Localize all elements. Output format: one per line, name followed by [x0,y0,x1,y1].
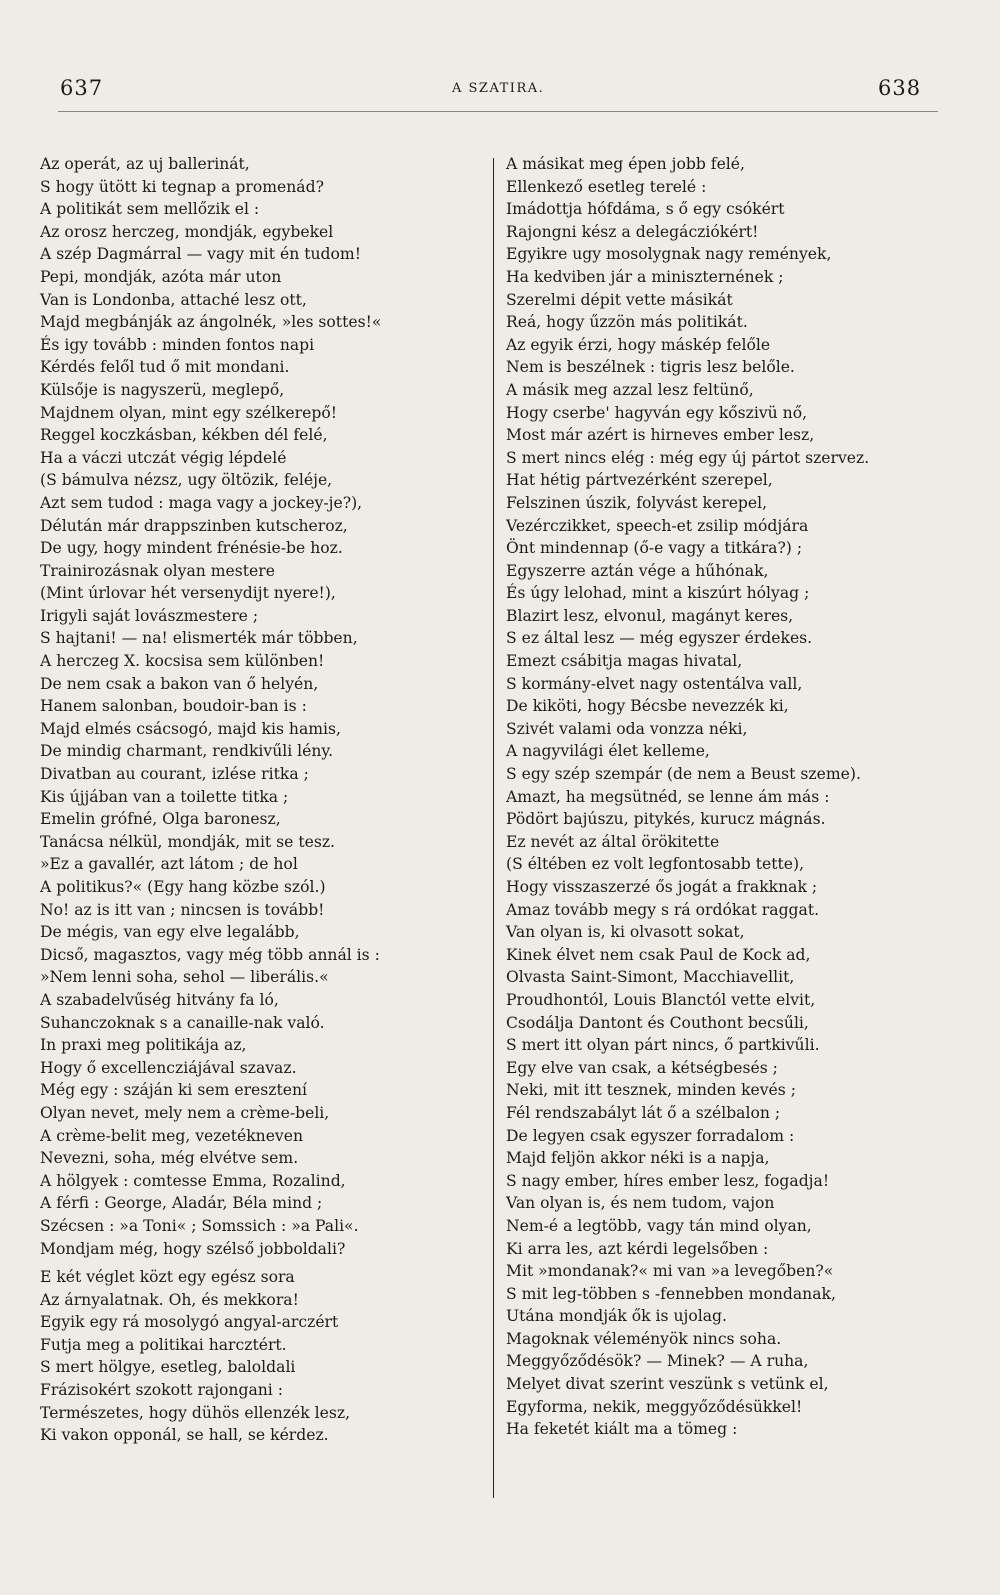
verse-line: Van olyan is, ki olvasott sokat, [506,923,745,942]
verse-line: Egyszerre aztán vége a hűhónak, [506,561,769,580]
verse-line: Egyik egy rá mosolygó angyal-arczért [40,1313,339,1332]
verse-line: A férfi : George, Aladár, Béla mind ; [40,1194,323,1213]
verse-line: Mit »mondanak?« mi van »a levegőben?« [506,1262,834,1281]
verse-line: Egyikre ugy mosolygnak nagy remények, [506,245,832,264]
verse-line: Van is Londonba, attaché lesz ott, [40,290,307,309]
verse-line: Az egyik érzi, hogy máskép felőle [506,335,771,354]
verse-line: Majdnem olyan, mint egy szélkerepő! [40,403,337,422]
verse-line: Amazt, ha megsütnéd, se lenne ám más : [506,787,830,806]
verse-line: Nem is beszélnek : tigris lesz belőle. [506,358,795,377]
verse-line: (S bámulva nézsz, ugy öltözik, feléje, [40,471,333,490]
verse-line: Ki vakon opponál, se hall, se kérdez. [40,1426,329,1445]
verse-line: A nagyvilági élet kelleme, [506,742,710,761]
verse-line: Majd feljön akkor néki is a napja, [506,1149,770,1168]
verse-line: Ez nevét az által örökitette [506,832,720,851]
verse-line: In praxi meg politikája az, [40,1036,247,1055]
verse-line: S mert itt olyan párt nincs, ő partkivűli. [506,1036,820,1055]
verse-line: Szécsen : »a Toni« ; Somssich : »a Pali«. [40,1216,359,1235]
verse-line: Irigyli saját lovászmestere ; [40,606,259,625]
verse-line: Kis újjában van a toilette titka ; [40,787,289,806]
verse-line: Még egy : száján ki sem eresztení [40,1081,307,1100]
verse-line: Az operát, az uj ballerinát, [40,155,250,173]
verse-line: Azt sem tudod : maga vagy a jockey-je?), [40,493,363,512]
verse-line: Az orosz herczeg, mondják, egybekel [40,222,334,241]
verse-line: Mondjam még, hogy szélső jobboldali? [40,1239,346,1258]
verse-line: Csodálja Dantont és Couthont becsűli, [506,1013,809,1032]
verse-line: De kiköti, hogy Bécsbe nevezzék ki, [506,697,789,716]
verse-line: De mégis, van egy elve legalább, [40,923,300,942]
verse-line: (Mint úrlovar hét versenydijt nyere!), [40,584,336,603]
verse-line: A politikát sem mellőzik el : [40,200,260,219]
verse-line: Ha kedviben jár a miniszternének ; [506,267,784,286]
verse-line: S kormány-elvet nagy ostentálva vall, [506,674,803,693]
verse-line: Kinek élvet nem csak Paul de Kock ad, [506,945,811,964]
verse-line: Divatban au courant, izlése ritka ; [40,765,309,784]
verse-line: De nem csak a bakon van ő helyén, [40,674,319,693]
verse-line: Délután már drappszinben kutscheroz, [40,516,348,535]
verse-line: Futja meg a politikai harcztért. [40,1335,287,1354]
column-divider [493,158,494,1498]
verse-line: Külsője is nagyszerü, meglepő, [40,380,285,399]
verse-line: Ha feketét kiált ma a tömeg : [506,1420,738,1439]
verse-line: Most már azért is hirneves ember lesz, [506,426,815,445]
verse-line: Természetes, hogy dühös ellenzék lesz, [40,1403,351,1422]
verse-line: Fél rendszabályt lát ő a szélbalon ; [506,1103,781,1122]
verse-line: Van olyan is, és nem tudom, vajon [506,1194,775,1213]
verse-line: Tanácsa nélkül, mondják, mit se tesz. [40,832,336,851]
verse-line: Imádottja hófdáma, s ő egy csókért [506,200,785,219]
verse-line: S mit leg-többen s -fennebben mondanak, [506,1284,836,1303]
verse-line: Proudhontól, Louis Blanctól vette elvit, [506,990,816,1009]
verse-line: Ki arra les, azt kérdi legelsőben : [506,1239,769,1258]
verse-line: Egyforma, nekik, meggyőződésükkel! [506,1397,803,1416]
verse-line: S mert hölgye, esetleg, baloldali [40,1358,296,1377]
page-number-right: 638 [878,76,922,100]
verse-line: »Nem lenni soha, sehol — liberális.« [40,968,329,987]
verse-line: Nem-é a legtöbb, vagy tán mind olyan, [506,1216,812,1235]
header-rule [58,111,938,112]
verse-line: S mert nincs elég : még egy új pártot szervez. [506,448,870,467]
verse-line: Nevezni, soha, még elvétve sem. [40,1149,299,1168]
verse-line: A hölgyek : comtesse Emma, Rozalind, [40,1171,346,1190]
verse-line: Kérdés felől tud ő mit mondani. [40,358,290,377]
verse-line: A herczeg X. kocsisa sem különben! [40,652,325,671]
verse-line: Utána mondják ők is ujolag. [506,1307,727,1326]
verse-line: Rajongni kész a delegácziókért! [506,222,759,241]
verse-line: S hogy ütött ki tegnap a promenád? [40,177,324,196]
verse-line: És úgy lelohad, mint a kiszúrt hólyag ; [506,584,810,603]
verse-line: A szabadelvűség hitvány fa ló, [40,990,279,1009]
verse-line: Hogy visszaszerzé ős jogát a frakknak ; [506,878,818,896]
verse-line: Blazirt lesz, elvonul, magányt keres, [506,606,794,625]
verse-line: Önt mindennap (ő-e vagy a titkára?) ; [506,539,803,558]
verse-line: S egy szép szempár (de nem a Beust szeme). [506,765,861,784]
verse-line: (S éltében ez volt legfontosabb tette), [506,855,805,874]
verse-line: Magoknak véleményök nincs soha. [506,1329,782,1348]
verse-line: Vezérczikket, speech-et zsilip módjára [506,516,809,535]
verse-line: A szép Dagmárral — vagy mit én tudom! [40,245,361,264]
verse-line: Hogy ő excellencziájával szavaz. [40,1058,297,1077]
verse-line: No! az is itt van ; nincsen is tovább! [40,900,325,919]
verse-line: Trainirozásnak olyan mestere [40,561,275,580]
verse-line: De legyen csak egyszer forradalom : [506,1126,795,1145]
verse-line: S ez által lesz — még egyszer érdekes. [506,629,813,648]
verse-line: Meggyőződésök? — Minek? — A ruha, [506,1352,809,1371]
verse-line: A crème-belit meg, vezetékneven [40,1126,304,1145]
verse-line: Ha a váczi utczát végig lépdelé [40,448,287,467]
verse-line: Felszinen úszik, folyvást kerepel, [506,493,768,512]
verse-line: Ellenkező esetleg terelé : [506,177,707,196]
verse-line: Emezt csábitja magas hivatal, [506,652,743,671]
verse-line: Reá, hogy űzzön más politikát. [506,313,748,332]
verse-line: Olvasta Saint-Simont, Macchiavellit, [506,968,795,987]
verse-line: Szivét valami oda vonzza néki, [506,719,748,738]
verse-line: Neki, mit itt tesznek, minden kevés ; [506,1081,796,1100]
verse-line: Emelin grófné, Olga baronesz, [40,810,281,829]
verse-line: Pödört bajúszu, pitykés, kurucz mágnás. [506,810,826,829]
verse-line: A politikus?« (Egy hang közbe szól.) [40,878,326,896]
right-column [506,153,936,1441]
verse-line: De ugy, hogy mindent frénésie-be hoz. [40,539,343,558]
verse-line: Szerelmi dépit vette másikát [506,290,733,309]
verse-line: Suhanczoknak s a canaille-nak való. [40,1013,325,1032]
verse-line: Melyet divat szerint veszünk s vetünk el, [506,1375,829,1394]
verse-line: Olyan nevet, mely nem a crème-beli, [40,1103,330,1122]
verse-line: Amaz tovább megy s rá ordókat raggat. [506,900,820,919]
verse-line: De mindig charmant, rendkivűli lény. [40,742,334,761]
verse-line: S nagy ember, híres ember lesz, fogadja! [506,1171,830,1190]
verse-line: Majd elmés csácsogó, majd kis hamis, [40,719,341,738]
verse-line: Hogy cserbe' hagyván egy kőszivü nő, [506,403,808,422]
verse-line: »Ez a gavallér, azt látom ; de hol [40,855,298,874]
verse-line: Az árnyalatnak. Oh, és mekkora! [40,1290,299,1309]
verse-line: A másikat meg épen jobb felé, [506,155,745,173]
verse-line: Majd megbánják az ángolnék, »les sottes!« [40,313,382,332]
verse-line: E két véglet közt egy egész sora [40,1268,295,1287]
running-title: A SZATIRA. [452,81,545,96]
left-column [40,153,480,1447]
verse-line: Hanem salonban, boudoir-ban is : [40,697,307,716]
page-number-left: 637 [60,76,104,100]
verse-line: Egy elve van csak, a kétségbesés ; [506,1058,778,1077]
verse-line: Hat hétig pártvezérként szerepel, [506,471,773,490]
page-header [0,76,1000,104]
verse-line: És igy tovább : minden fontos napi [40,335,315,354]
verse-line: Frázisokért szokott rajongani : [40,1381,283,1400]
verse-line: Dicső, magasztos, vagy még több annál is : [40,945,380,964]
verse-line: Reggel koczkásban, kékben dél felé, [40,426,328,445]
verse-line: A másik meg azzal lesz feltünő, [506,380,754,399]
verse-line: S hajtani! — na! elismerték már többen, [40,629,358,648]
verse-line: Pepi, mondják, azóta már uton [40,267,282,286]
